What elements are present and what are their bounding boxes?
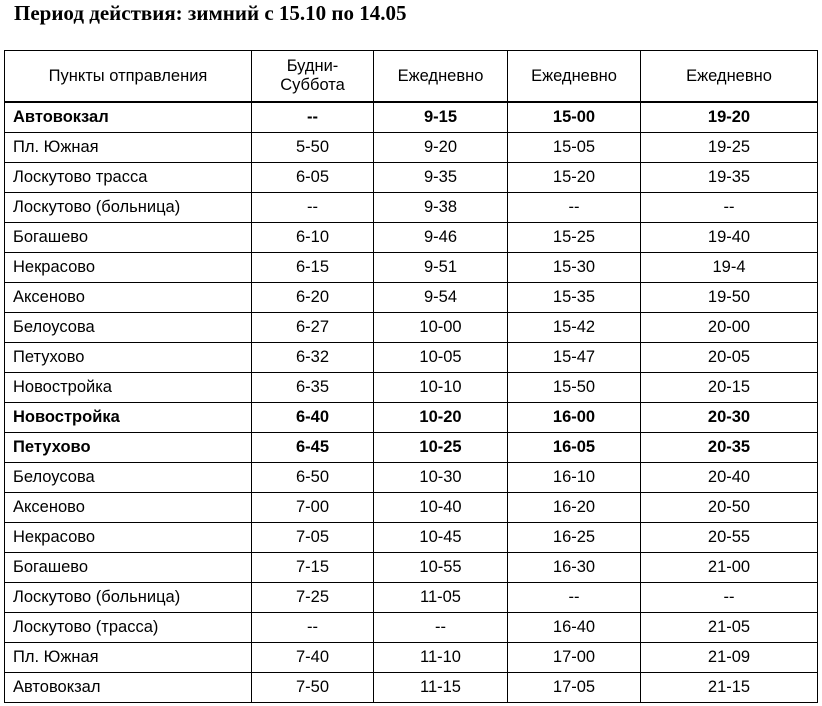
table-header-row <box>5 51 818 103</box>
departure-time-cell: -- <box>252 102 374 133</box>
departure-point-cell: Новостройка <box>5 373 252 403</box>
departure-time-cell: -- <box>374 613 508 643</box>
schedule-table <box>4 50 818 703</box>
departure-time-cell: 10-05 <box>374 343 508 373</box>
departure-time-cell: 7-40 <box>252 643 374 673</box>
departure-time-cell: 15-20 <box>508 163 641 193</box>
departure-time-cell: 20-00 <box>641 313 818 343</box>
table-row <box>5 523 818 553</box>
departure-time-cell: -- <box>252 613 374 643</box>
departure-point-cell: Пл. Южная <box>5 133 252 163</box>
table-row <box>5 463 818 493</box>
departure-time-cell: 16-25 <box>508 523 641 553</box>
departure-time-cell: 16-30 <box>508 553 641 583</box>
departure-time-cell: 10-40 <box>374 493 508 523</box>
departure-time-cell: 19-40 <box>641 223 818 253</box>
table-row <box>5 583 818 613</box>
departure-time-cell: 6-50 <box>252 463 374 493</box>
table-row <box>5 133 818 163</box>
departure-time-cell: 17-00 <box>508 643 641 673</box>
departure-time-cell: 6-20 <box>252 283 374 313</box>
departure-time-cell: 19-50 <box>641 283 818 313</box>
departure-time-cell: 20-55 <box>641 523 818 553</box>
departure-point-cell: Петухово <box>5 433 252 463</box>
departure-point-cell: Белоусова <box>5 463 252 493</box>
departure-time-cell: 20-15 <box>641 373 818 403</box>
departure-time-cell: 9-15 <box>374 102 508 133</box>
header-departure-points: Пункты отправления <box>5 51 252 103</box>
table-row <box>5 163 818 193</box>
departure-point-cell: Некрасово <box>5 523 252 553</box>
table-row <box>5 253 818 283</box>
schedule-body <box>5 102 818 703</box>
header-weekdays-saturday <box>252 51 374 103</box>
departure-point-cell: Новостройка <box>5 403 252 433</box>
departure-time-cell: 5-50 <box>252 133 374 163</box>
departure-time-cell: -- <box>252 193 374 223</box>
page-title: Период действия: зимний с 15.10 по 14.05 <box>14 1 407 25</box>
departure-time-cell: 9-54 <box>374 283 508 313</box>
departure-point-cell: Автовокзал <box>5 102 252 133</box>
departure-time-cell: 6-32 <box>252 343 374 373</box>
departure-point-cell: Петухово <box>5 343 252 373</box>
departure-time-cell: 15-25 <box>508 223 641 253</box>
departure-time-cell: 6-10 <box>252 223 374 253</box>
departure-point-cell: Белоусова <box>5 313 252 343</box>
departure-time-cell: 20-35 <box>641 433 818 463</box>
departure-point-cell: Лоскутово (больница) <box>5 193 252 223</box>
departure-time-cell: 10-45 <box>374 523 508 553</box>
departure-time-cell: 10-20 <box>374 403 508 433</box>
header-daily-1: Ежедневно <box>374 51 508 103</box>
table-row <box>5 373 818 403</box>
departure-time-cell: 21-00 <box>641 553 818 583</box>
departure-time-cell: 15-05 <box>508 133 641 163</box>
departure-point-cell: Пл. Южная <box>5 643 252 673</box>
departure-time-cell: 19-20 <box>641 102 818 133</box>
departure-point-cell: Лоскутово (трасса) <box>5 613 252 643</box>
departure-time-cell: 11-15 <box>374 673 508 703</box>
table-row <box>5 403 818 433</box>
departure-time-cell: 21-05 <box>641 613 818 643</box>
departure-point-cell: Богашево <box>5 223 252 253</box>
table-row <box>5 223 818 253</box>
table-row <box>5 673 818 703</box>
departure-time-cell: 11-05 <box>374 583 508 613</box>
departure-time-cell: 15-47 <box>508 343 641 373</box>
departure-time-cell: 16-40 <box>508 613 641 643</box>
departure-time-cell: 16-05 <box>508 433 641 463</box>
departure-time-cell: 15-50 <box>508 373 641 403</box>
departure-time-cell: 9-20 <box>374 133 508 163</box>
departure-time-cell: 9-46 <box>374 223 508 253</box>
departure-time-cell: -- <box>508 193 641 223</box>
departure-time-cell: -- <box>508 583 641 613</box>
table-row <box>5 283 818 313</box>
departure-time-cell: 9-35 <box>374 163 508 193</box>
departure-point-cell: Аксеново <box>5 283 252 313</box>
departure-time-cell: 10-55 <box>374 553 508 583</box>
departure-time-cell: 6-27 <box>252 313 374 343</box>
table-row <box>5 343 818 373</box>
table-row <box>5 102 818 133</box>
departure-time-cell: 17-05 <box>508 673 641 703</box>
table-row <box>5 613 818 643</box>
table-row <box>5 493 818 523</box>
departure-time-cell: 6-45 <box>252 433 374 463</box>
departure-point-cell: Некрасово <box>5 253 252 283</box>
departure-time-cell: 20-50 <box>641 493 818 523</box>
departure-time-cell: 16-00 <box>508 403 641 433</box>
departure-time-cell: 6-05 <box>252 163 374 193</box>
table-row <box>5 193 818 223</box>
departure-time-cell: 9-38 <box>374 193 508 223</box>
departure-time-cell: 21-15 <box>641 673 818 703</box>
departure-time-cell: 9-51 <box>374 253 508 283</box>
departure-time-cell: 7-25 <box>252 583 374 613</box>
departure-time-cell: 16-10 <box>508 463 641 493</box>
departure-point-cell: Богашево <box>5 553 252 583</box>
departure-time-cell: 19-25 <box>641 133 818 163</box>
departure-time-cell: 10-00 <box>374 313 508 343</box>
departure-time-cell: 6-15 <box>252 253 374 283</box>
header-weekdays-saturday-label: Будни-Суббота <box>280 57 345 94</box>
table-row <box>5 313 818 343</box>
departure-time-cell: 6-40 <box>252 403 374 433</box>
departure-time-cell: 15-30 <box>508 253 641 283</box>
departure-time-cell: 19-35 <box>641 163 818 193</box>
departure-time-cell: 21-09 <box>641 643 818 673</box>
departure-time-cell: 19-4 <box>641 253 818 283</box>
departure-time-cell: 15-42 <box>508 313 641 343</box>
departure-time-cell: 20-05 <box>641 343 818 373</box>
departure-time-cell: 7-05 <box>252 523 374 553</box>
header-daily-2: Ежедневно <box>508 51 641 103</box>
departure-time-cell: 6-35 <box>252 373 374 403</box>
departure-time-cell: 15-00 <box>508 102 641 133</box>
departure-point-cell: Автовокзал <box>5 673 252 703</box>
departure-time-cell: -- <box>641 193 818 223</box>
departure-point-cell: Лоскутово трасса <box>5 163 252 193</box>
departure-time-cell: 20-40 <box>641 463 818 493</box>
table-row <box>5 643 818 673</box>
departure-time-cell: -- <box>641 583 818 613</box>
departure-time-cell: 7-00 <box>252 493 374 523</box>
departure-time-cell: 10-30 <box>374 463 508 493</box>
departure-point-cell: Лоскутово (больница) <box>5 583 252 613</box>
departure-time-cell: 7-50 <box>252 673 374 703</box>
departure-point-cell: Аксеново <box>5 493 252 523</box>
departure-time-cell: 16-20 <box>508 493 641 523</box>
departure-time-cell: 10-25 <box>374 433 508 463</box>
header-daily-3: Ежедневно <box>641 51 818 103</box>
departure-time-cell: 7-15 <box>252 553 374 583</box>
departure-time-cell: 10-10 <box>374 373 508 403</box>
table-row <box>5 433 818 463</box>
table-row <box>5 553 818 583</box>
departure-time-cell: 15-35 <box>508 283 641 313</box>
departure-time-cell: 20-30 <box>641 403 818 433</box>
departure-time-cell: 11-10 <box>374 643 508 673</box>
